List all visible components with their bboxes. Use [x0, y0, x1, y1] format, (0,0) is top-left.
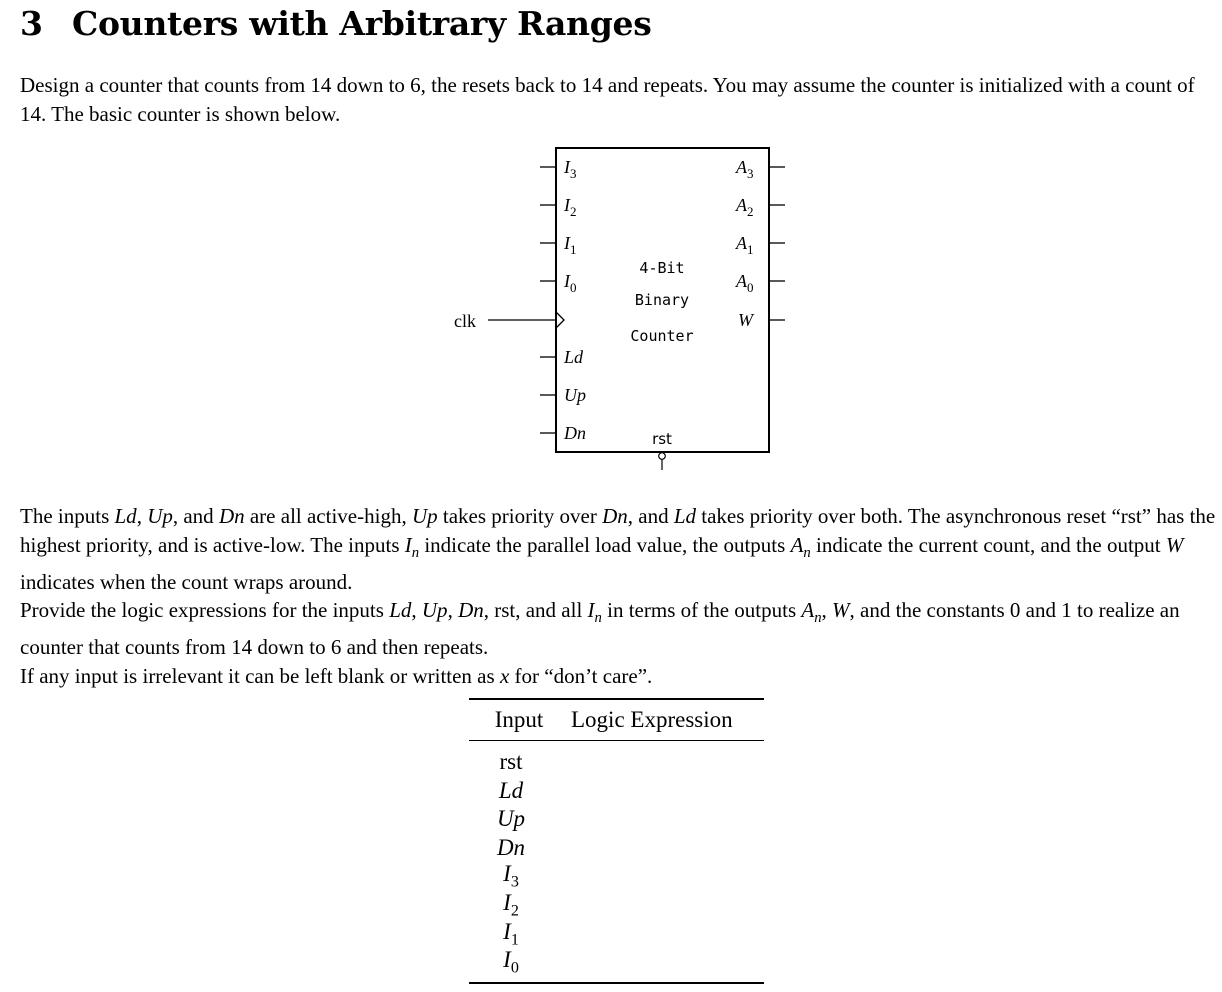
counter-diagram: [440, 140, 800, 480]
row-input-i2: $I_2$: [503, 889, 519, 920]
table-row: [469, 948, 764, 977]
intro-paragraph: [20, 71, 1216, 128]
table-row: [469, 891, 764, 920]
section-title: [20, 4, 652, 43]
pin-A0: $A_0$: [736, 271, 754, 295]
row-input-i0: $I_0$: [503, 947, 519, 977]
description-paragraph-2: Provide the logic expressions for the inputs Ld, Up, Dn, rst, and all $I_n$ in terms of the outputs $A_n$, W, and the constants 0 and 1 to realize an counter that counts from 14 down to 6 and then repeats.: [20, 598, 1180, 660]
section-number: 3: [20, 4, 43, 43]
table-header: [469, 700, 764, 741]
pin-I3: $I_3$: [564, 157, 577, 181]
clk-label: clk: [454, 311, 476, 331]
counter-title-line-3: Counter: [630, 327, 694, 345]
clk-edge-triangle: [556, 312, 564, 328]
table-row: [469, 834, 764, 863]
pin-W: W: [738, 310, 753, 330]
row-input-i1: $I_1$: [503, 918, 519, 949]
pin-A1: $A_1$: [736, 233, 754, 257]
row-input-i3: $I_3$: [503, 861, 519, 891]
table-row: [469, 805, 764, 834]
row-input-ld: Ld: [498, 777, 524, 803]
row-input-up: Up: [496, 806, 526, 832]
pin-Ld: Ld: [564, 347, 584, 367]
header-logic-expression: Logic Expression: [571, 707, 733, 732]
description-block: [20, 502, 1216, 691]
section-title-text: Counters with Arbitrary Ranges: [72, 4, 652, 43]
row-input-rst: rst: [499, 749, 523, 775]
table-row: [469, 748, 764, 777]
pin-I0: $I_0$: [564, 271, 577, 295]
table-row: [469, 777, 764, 806]
pin-Dn: Dn: [564, 423, 586, 443]
pin-I1: $I_1$: [564, 233, 577, 257]
pin-A2: $A_2$: [736, 195, 754, 219]
table-row: [469, 920, 764, 949]
row-input-dn: Dn: [496, 835, 526, 861]
description-paragraph-1: The inputs Ld, Up, and Dn are all active-high, Up takes priority over Dn, and Ld takes priority over both. The asynchronous reset “rst” has the highest priority, and is active-low. The inputs $I_n$ indicate the parallel load value, the outputs $A_n$ indicate the current count, and the output W indicates when the count wraps around.: [20, 504, 1216, 594]
intro-text: Design a counter that counts from 14 down to 6, the resets back to 14 and repeats. You may assume the counter is initialized with a count of 14. The basic counter is shown below.: [20, 73, 1195, 126]
header-input: Input: [494, 707, 544, 732]
description-paragraph-3: If any input is irrelevant it can be left blank or written as x for “don’t care”.: [20, 663, 653, 688]
rst-label: rst: [652, 430, 672, 448]
pin-I2: $I_2$: [564, 195, 577, 219]
counter-title-line-2: Binary: [634, 291, 690, 309]
pin-A3: $A_3$: [736, 157, 754, 181]
table-row: [469, 862, 764, 891]
counter-title-line-1: 4-Bit: [639, 259, 685, 277]
pin-Up: Up: [564, 385, 586, 405]
rst-inversion-bubble: [659, 453, 666, 460]
logic-expression-table: [469, 698, 764, 984]
right-pin-stubs: [769, 167, 785, 320]
table-body: [469, 741, 764, 982]
left-pin-stubs: [540, 167, 556, 433]
